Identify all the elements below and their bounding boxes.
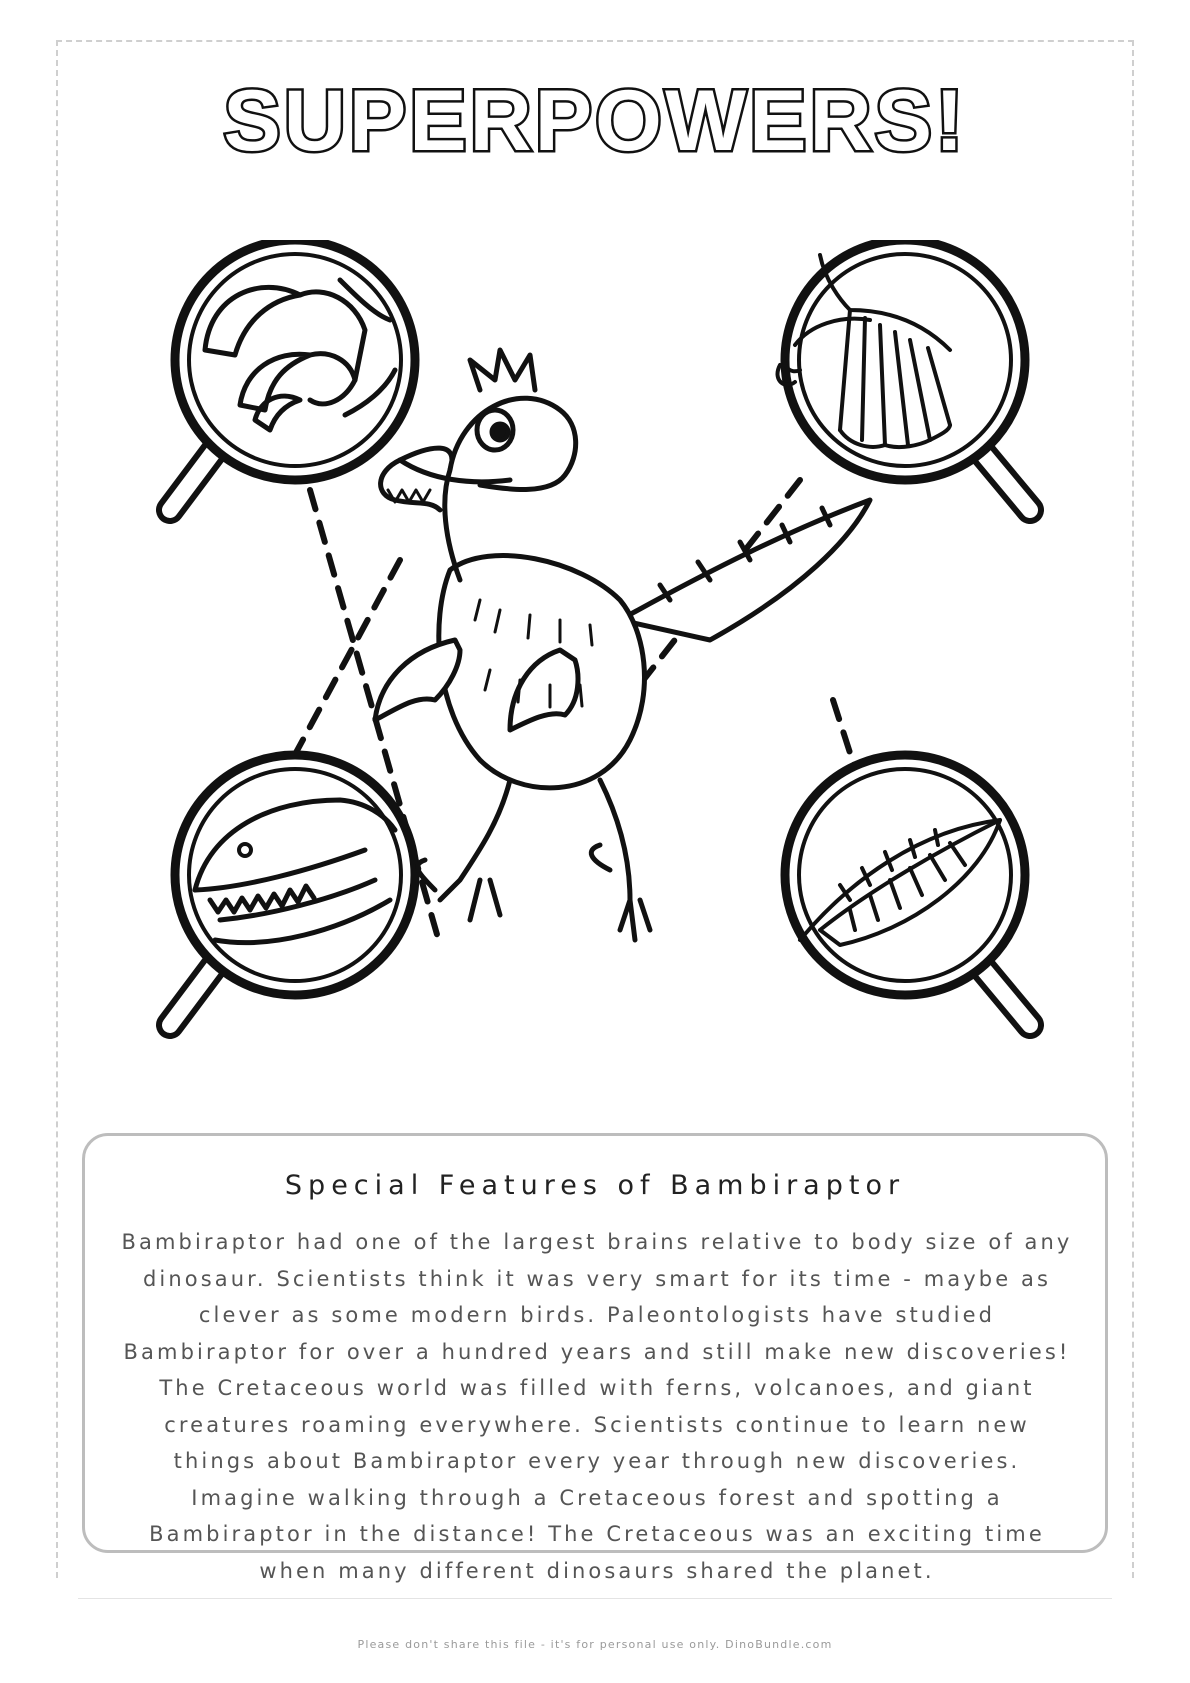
info-heading: Special Features of Bambiraptor bbox=[284, 1170, 906, 1201]
coloring-illustration bbox=[150, 240, 1050, 1120]
info-body: Bambiraptor had one of the largest brains relative to body size of any dinosaur. Scientists think it was very smart for its time - maybe as clever as some modern birds. Paleontologists have studied Bambiraptor for over a hundred years and still make new discoveries! The Cretaceous world was filled with ferns, volcanoes, and giant creatures roaming everywhere. Scientists continue to learn new things about Bambiraptor every year through new discoveries. Imagine walking through a Cretaceous forest and spotting a Bambiraptor in the distance! The Cretaceous was an exciting time when many different dinosaurs shared the planet. bbox=[121, 1230, 1073, 1583]
footer-divider bbox=[78, 1598, 1112, 1599]
magnifier-feather bbox=[785, 755, 1030, 1025]
page-title: SUPERPOWERS! bbox=[223, 73, 967, 169]
footer-note: Please don't share this file - it's for personal use only. DinoBundle.com bbox=[357, 1638, 833, 1651]
magnifier-arm bbox=[778, 240, 1030, 510]
magnifier-teeth bbox=[170, 755, 415, 1025]
special-features-box bbox=[82, 1133, 1108, 1583]
magnifier-claw bbox=[170, 240, 415, 510]
